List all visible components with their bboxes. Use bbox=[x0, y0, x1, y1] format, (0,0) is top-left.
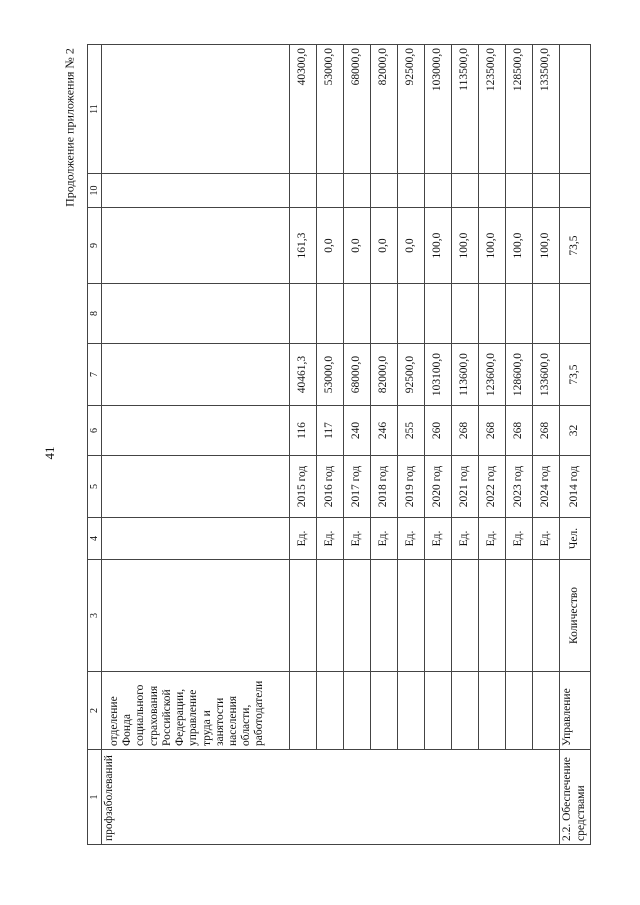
federal-cell bbox=[425, 284, 452, 344]
total-cell: 92500,0 bbox=[398, 344, 425, 406]
empty-cell bbox=[102, 344, 290, 406]
unit-cell: Ед. bbox=[344, 518, 371, 560]
local-cell bbox=[533, 174, 560, 208]
year-cell: 2024 год bbox=[533, 456, 560, 518]
total-cell: 53000,0 bbox=[317, 344, 344, 406]
unit-cell: Ед. bbox=[290, 518, 317, 560]
regional-cell: 100,0 bbox=[425, 208, 452, 284]
indicator-cell bbox=[371, 560, 398, 672]
table-row bbox=[317, 45, 344, 845]
total-cell: 82000,0 bbox=[371, 344, 398, 406]
total-cell: 123600,0 bbox=[479, 344, 506, 406]
federal-cell bbox=[479, 284, 506, 344]
header-cell: 6 bbox=[88, 406, 102, 456]
regional-cell: 100,0 bbox=[533, 208, 560, 284]
regional-cell: 0,0 bbox=[344, 208, 371, 284]
year-cell: 2017 год bbox=[344, 456, 371, 518]
other-cell: 123500,0 bbox=[479, 45, 506, 174]
other-cell: 128500,0 bbox=[506, 45, 533, 174]
indicator-cell bbox=[398, 560, 425, 672]
other-cell: 40300,0 bbox=[290, 45, 317, 174]
executor-cell bbox=[533, 672, 560, 750]
total-cell: 68000,0 bbox=[344, 344, 371, 406]
year-cell: 2019 год bbox=[398, 456, 425, 518]
indicator-cell bbox=[290, 560, 317, 672]
executor-cell bbox=[425, 672, 452, 750]
value-cell: 268 bbox=[506, 406, 533, 456]
unit-cell: Ед. bbox=[452, 518, 479, 560]
unit-cell: Ед. bbox=[533, 518, 560, 560]
table-row bbox=[344, 45, 371, 845]
rotated-table-wrapper bbox=[87, 45, 587, 845]
local-cell bbox=[425, 174, 452, 208]
total-cell: 73,5 bbox=[560, 344, 591, 406]
header-cell: 5 bbox=[88, 456, 102, 518]
total-cell: 103100,0 bbox=[425, 344, 452, 406]
value-cell: 116 bbox=[290, 406, 317, 456]
regional-cell: 73,5 bbox=[560, 208, 591, 284]
local-cell bbox=[479, 174, 506, 208]
empty-cell bbox=[102, 45, 290, 174]
total-cell: 128600,0 bbox=[506, 344, 533, 406]
unit-cell: Ед. bbox=[425, 518, 452, 560]
program-table bbox=[87, 44, 591, 845]
regional-cell: 100,0 bbox=[479, 208, 506, 284]
other-cell: 103000,0 bbox=[425, 45, 452, 174]
executor-cell bbox=[344, 672, 371, 750]
federal-cell bbox=[560, 284, 591, 344]
local-cell bbox=[344, 174, 371, 208]
year-cell: 2015 год bbox=[290, 456, 317, 518]
indicator-cell: Количество bbox=[560, 560, 591, 672]
executor-cell: Управление bbox=[560, 672, 591, 750]
empty-cell bbox=[102, 560, 290, 672]
header-cell: 1 bbox=[88, 750, 102, 845]
empty-cell bbox=[102, 174, 290, 208]
header-row bbox=[88, 45, 102, 845]
section2-row bbox=[560, 45, 591, 845]
federal-cell bbox=[533, 284, 560, 344]
regional-cell: 100,0 bbox=[506, 208, 533, 284]
total-cell: 133600,0 bbox=[533, 344, 560, 406]
local-cell bbox=[452, 174, 479, 208]
header-cell: 9 bbox=[88, 208, 102, 284]
other-cell: 53000,0 bbox=[317, 45, 344, 174]
indicator-cell bbox=[317, 560, 344, 672]
executor-cell: отделение Фонда социального страхования Российской Федерации, управление труда и занятости населения области, работодатели bbox=[102, 672, 290, 750]
total-cell: 40461,3 bbox=[290, 344, 317, 406]
executor-cell bbox=[479, 672, 506, 750]
empty-cell bbox=[102, 406, 290, 456]
unit-cell: Чел. bbox=[560, 518, 591, 560]
year-cell: 2021 год bbox=[452, 456, 479, 518]
unit-cell: Ед. bbox=[398, 518, 425, 560]
local-cell bbox=[506, 174, 533, 208]
header-cell: 11 bbox=[88, 45, 102, 174]
executor-cell bbox=[452, 672, 479, 750]
other-cell: 113500,0 bbox=[452, 45, 479, 174]
year-cell: 2014 год bbox=[560, 456, 591, 518]
local-cell bbox=[560, 174, 591, 208]
table-row bbox=[506, 45, 533, 845]
regional-cell: 0,0 bbox=[371, 208, 398, 284]
indicator-cell bbox=[425, 560, 452, 672]
regional-cell: 0,0 bbox=[317, 208, 344, 284]
table-row bbox=[398, 45, 425, 845]
federal-cell bbox=[344, 284, 371, 344]
unit-cell: Ед. bbox=[506, 518, 533, 560]
indicator-cell bbox=[506, 560, 533, 672]
indicator-name-cell: 2.2. Обеспечение средствами bbox=[560, 750, 591, 845]
total-cell: 113600,0 bbox=[452, 344, 479, 406]
year-cell: 2020 год bbox=[425, 456, 452, 518]
indicator-cell bbox=[533, 560, 560, 672]
value-cell: 240 bbox=[344, 406, 371, 456]
year-cell: 2023 год bbox=[506, 456, 533, 518]
year-cell: 2016 год bbox=[317, 456, 344, 518]
federal-cell bbox=[371, 284, 398, 344]
local-cell bbox=[317, 174, 344, 208]
federal-cell bbox=[452, 284, 479, 344]
page-number: 41 bbox=[42, 446, 57, 460]
table-row bbox=[290, 45, 317, 845]
indicator-cell bbox=[452, 560, 479, 672]
local-cell bbox=[290, 174, 317, 208]
table-row bbox=[479, 45, 506, 845]
other-cell bbox=[560, 45, 591, 174]
section1-top-row bbox=[102, 45, 290, 845]
regional-cell: 0,0 bbox=[398, 208, 425, 284]
year-cell: 2018 год bbox=[371, 456, 398, 518]
table-row bbox=[425, 45, 452, 845]
federal-cell bbox=[290, 284, 317, 344]
indicator-cell bbox=[479, 560, 506, 672]
executor-cell bbox=[290, 672, 317, 750]
executor-cell bbox=[398, 672, 425, 750]
empty-cell bbox=[102, 518, 290, 560]
value-cell: 268 bbox=[533, 406, 560, 456]
federal-cell bbox=[317, 284, 344, 344]
table-row bbox=[533, 45, 560, 845]
table-body bbox=[88, 45, 591, 845]
value-cell: 268 bbox=[479, 406, 506, 456]
empty-cell bbox=[102, 284, 290, 344]
table-row bbox=[452, 45, 479, 845]
executor-cell bbox=[506, 672, 533, 750]
header-cell: 2 bbox=[88, 672, 102, 750]
header-cell: 3 bbox=[88, 560, 102, 672]
header-cell: 8 bbox=[88, 284, 102, 344]
indicator-cell bbox=[344, 560, 371, 672]
value-cell: 255 bbox=[398, 406, 425, 456]
other-cell: 82000,0 bbox=[371, 45, 398, 174]
header-cell: 7 bbox=[88, 344, 102, 406]
value-cell: 32 bbox=[560, 406, 591, 456]
federal-cell bbox=[506, 284, 533, 344]
executor-cell bbox=[317, 672, 344, 750]
value-cell: 260 bbox=[425, 406, 452, 456]
year-cell: 2022 год bbox=[479, 456, 506, 518]
federal-cell bbox=[398, 284, 425, 344]
local-cell bbox=[371, 174, 398, 208]
header-cell: 10 bbox=[88, 174, 102, 208]
header-cell: 4 bbox=[88, 518, 102, 560]
regional-cell: 100,0 bbox=[452, 208, 479, 284]
table-row bbox=[371, 45, 398, 845]
empty-cell bbox=[102, 456, 290, 518]
other-cell: 92500,0 bbox=[398, 45, 425, 174]
unit-cell: Ед. bbox=[371, 518, 398, 560]
appendix-note: Продолжение приложения № 2 bbox=[62, 48, 77, 207]
unit-cell: Ед. bbox=[479, 518, 506, 560]
other-cell: 133500,0 bbox=[533, 45, 560, 174]
other-cell: 68000,0 bbox=[344, 45, 371, 174]
executor-cell bbox=[371, 672, 398, 750]
value-cell: 268 bbox=[452, 406, 479, 456]
unit-cell: Ед. bbox=[317, 518, 344, 560]
value-cell: 117 bbox=[317, 406, 344, 456]
regional-cell: 161,3 bbox=[290, 208, 317, 284]
empty-cell bbox=[102, 208, 290, 284]
local-cell bbox=[398, 174, 425, 208]
value-cell: 246 bbox=[371, 406, 398, 456]
indicator-name-cell: профзаболеваний bbox=[102, 750, 560, 845]
